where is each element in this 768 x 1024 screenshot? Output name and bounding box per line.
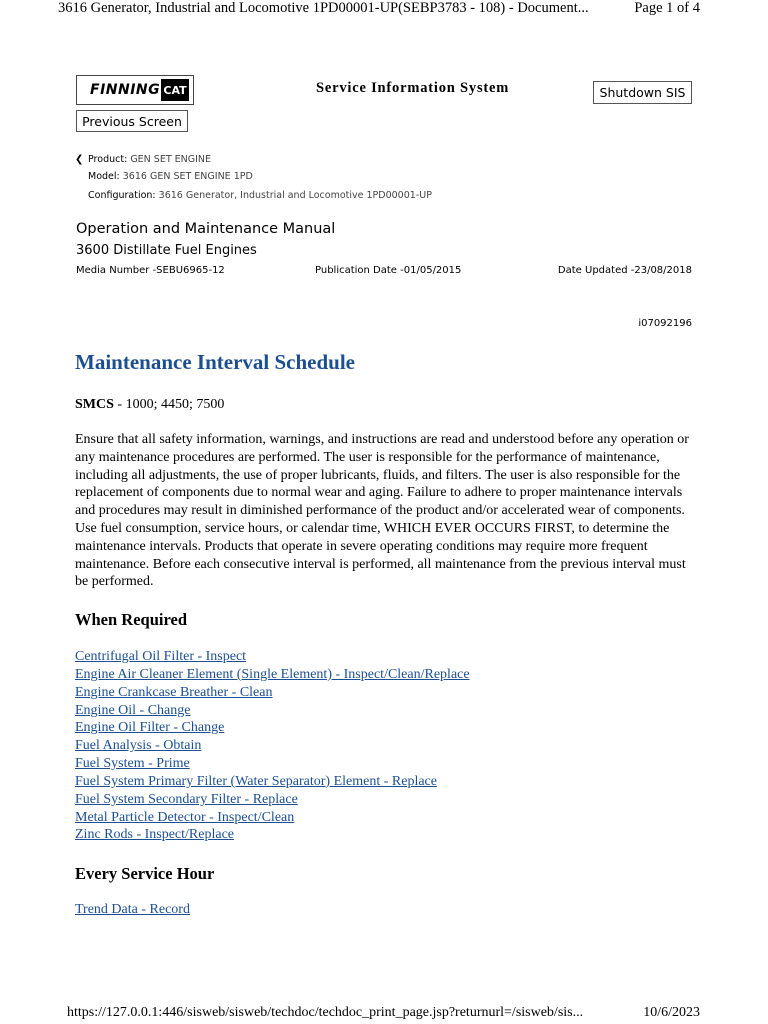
maintenance-link[interactable]: Metal Particle Detector - Inspect/Clean — [75, 809, 295, 825]
every-service-hour-link-list — [75, 901, 190, 919]
section-title-when-required: When Required — [75, 610, 188, 629]
publication-date: Publication Date -01/05/2015 — [315, 265, 462, 276]
shutdown-sis-button[interactable]: Shutdown SIS — [593, 81, 692, 104]
model-value: 3616 GEN SET ENGINE 1PD — [122, 171, 253, 182]
list-item — [75, 773, 470, 791]
list-item — [75, 702, 470, 720]
maintenance-link[interactable]: Fuel System Secondary Filter - Replace — [75, 791, 298, 807]
maintenance-link[interactable]: Fuel Analysis - Obtain — [75, 738, 202, 754]
page-title: Maintenance Interval Schedule — [75, 350, 355, 374]
list-item — [75, 755, 470, 773]
list-item — [75, 719, 470, 737]
maintenance-link[interactable]: Engine Crankcase Breather - Clean — [75, 684, 273, 700]
maintenance-link[interactable]: Fuel System - Prime — [75, 756, 190, 772]
smcs-codes — [75, 397, 224, 413]
list-item — [75, 809, 470, 827]
configuration-label: Configuration: — [88, 190, 156, 201]
previous-screen-button[interactable]: Previous Screen — [76, 110, 188, 132]
maintenance-link[interactable]: Engine Oil Filter - Change — [75, 720, 225, 736]
manual-title: Operation and Maintenance Manual — [76, 221, 336, 237]
configuration-row — [88, 190, 432, 201]
list-item — [75, 648, 470, 666]
list-item — [75, 826, 470, 844]
maintenance-link[interactable]: Centrifugal Oil Filter - Inspect — [75, 649, 247, 664]
list-item — [75, 666, 470, 684]
product-label: Product: — [88, 154, 128, 165]
media-number: Media Number -SEBU6965-12 — [76, 265, 225, 276]
maintenance-link[interactable]: Engine Air Cleaner Element (Single Element) - Inspect/Clean/Replace — [75, 666, 470, 682]
intro-paragraph: Ensure that all safety information, warnings, and instructions are read and understood before any operation or any maintenance procedures are performed. The user is responsible for the performance of maintenance, including all adjustments, the use of proper lubricants, fluids, and filters. The user is also responsible for the replacement of components due to normal wear and aging. Failure to adhere to proper maintenance intervals and procedures may result in diminished performance of the product and/or accelerated wear of components. Use fuel consumption, service hours, or calendar time, WHICH EVER OCCURS FIRST, to determine the maintenance intervals. Products that operate in severe operating conditions may require more frequent maintenance. Before each consecutive interval is performed, all maintenance from the previous interval must be performed. — [75, 432, 689, 590]
maintenance-link[interactable]: Trend Data - Record — [75, 902, 190, 917]
model-label: Model: — [88, 171, 120, 182]
configuration-value: 3616 Generator, Industrial and Locomotive 1PD00001-UP — [158, 190, 432, 201]
list-item — [75, 901, 190, 919]
footer-date: 10/6/2023 — [643, 1005, 700, 1020]
smcs-label: SMCS — [75, 397, 114, 412]
maintenance-link[interactable]: Engine Oil - Change — [75, 702, 191, 718]
manual-subtitle: 3600 Distillate Fuel Engines — [76, 243, 257, 258]
model-row — [88, 171, 253, 182]
product-value: GEN SET ENGINE — [130, 154, 212, 165]
finning-logo-text: FINNING — [90, 82, 161, 98]
smcs-value: - 1000; 4450; 7500 — [113, 397, 225, 412]
maintenance-link[interactable]: Fuel System Primary Filter (Water Separator) Element - Replace — [75, 773, 437, 789]
print-header-page: Page 1 of 4 — [634, 0, 700, 16]
print-header-title: 3616 Generator, Industrial and Locomotive 1PD00001-UP(SEBP3783 - 108) - Document... — [58, 0, 589, 16]
product-row — [88, 154, 211, 165]
document-id: i07092196 — [638, 318, 692, 329]
section-title-every-service-hour: Every Service Hour — [75, 864, 215, 883]
chevron-left-icon[interactable]: ❮ — [75, 154, 84, 165]
list-item — [75, 684, 470, 702]
finning-cat-logo — [76, 75, 194, 105]
system-title: Service Information System — [316, 80, 510, 96]
when-required-link-list — [75, 648, 470, 844]
list-item — [75, 791, 470, 809]
maintenance-link[interactable]: Zinc Rods - Inspect/Replace — [75, 827, 235, 843]
list-item — [75, 737, 470, 755]
date-updated: Date Updated -23/08/2018 — [557, 265, 692, 276]
cat-logo-icon: CAT — [161, 79, 189, 101]
footer-url: https://127.0.0.1:446/sisweb/sisweb/techdoc/techdoc_print_page.jsp?returnurl=/sisweb/sis... — [67, 1005, 584, 1020]
